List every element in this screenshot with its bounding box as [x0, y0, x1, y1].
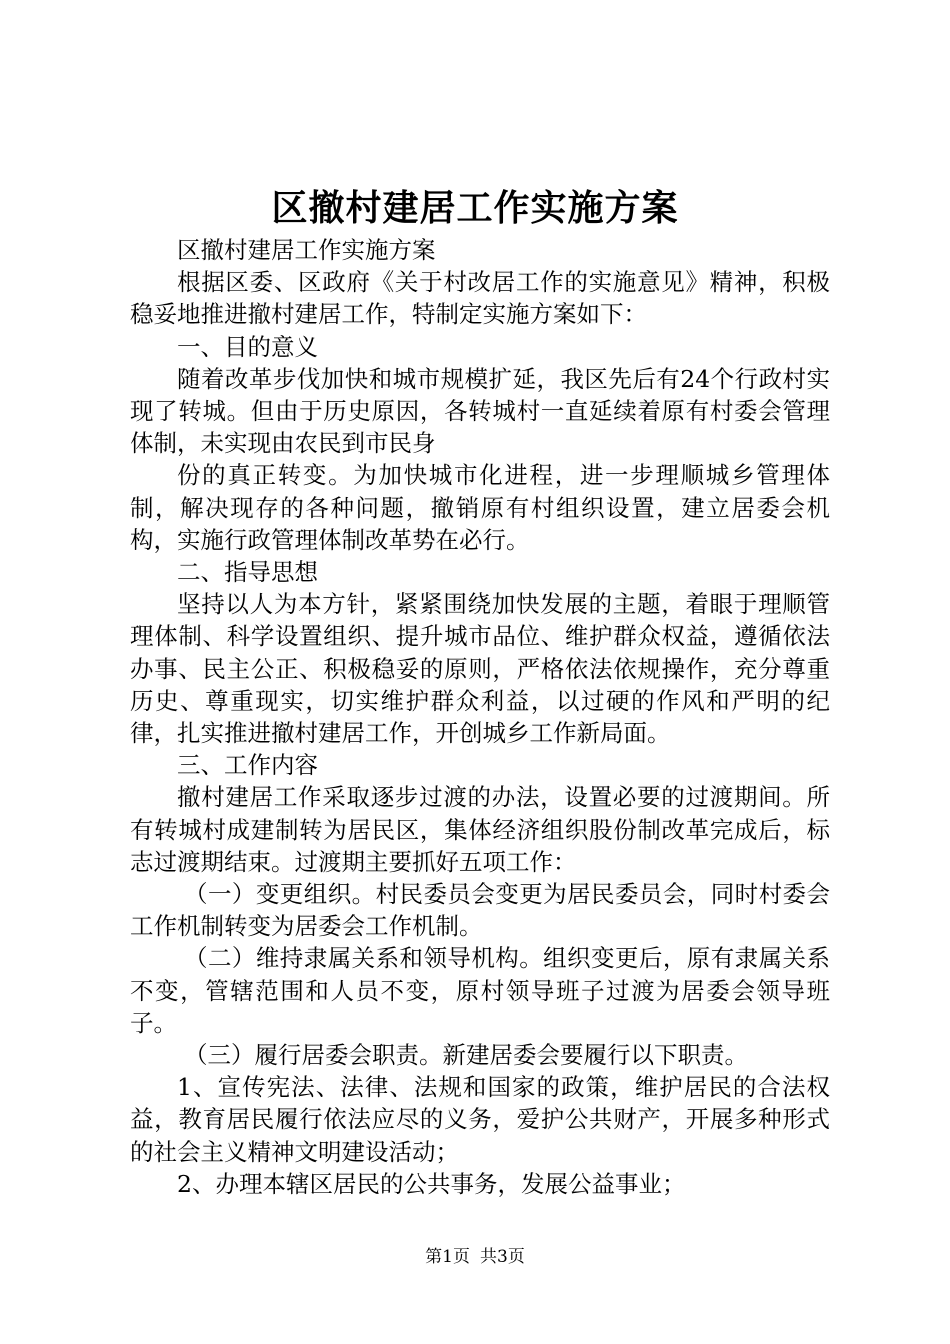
paragraph-guiding-ideology: 坚持以人为本方针，紧紧围绕加快发展的主题，着眼于理顺管理体制、科学设置组织、提升城市品位、维护群众权益，遵循依法办事、民主公正、积极稳妥的原则，严格依法依规操作，充分尊重历史、尊重现实，切实维护群众利益，以过硬的作风和严明的纪律，扎实推进撤村建居工作，开创城乡工作新局面。	[130, 590, 830, 748]
page-total: 共3页	[480, 1247, 525, 1267]
document-title: 区撤村建居工作实施方案	[271, 187, 679, 229]
paragraph-work-content: 撤村建居工作采取逐步过渡的办法，设置必要的过渡期间。所有转城村成建制转为居民区，集体经济组织股份制改革完成后，标志过渡期结束。过渡期主要抓好五项工作：	[130, 783, 830, 876]
paragraph-subtitle: 区撤村建居工作实施方案	[177, 236, 436, 264]
page-number: 第1页	[425, 1247, 470, 1267]
item-maintain-affiliation: （二）维持隶属关系和领导机构。组织变更后，原有隶属关系不变，管辖范围和人员不变，原村领导班子过渡为居委会领导班子。	[130, 944, 830, 1037]
paragraph-intro: 根据区委、区政府《关于村改居工作的实施意见》精神，积极稳妥地推进撤村建居工作，特制定实施方案如下：	[130, 268, 830, 329]
page-footer	[0, 1245, 950, 1269]
duty-item-2: 2、办理本辖区居民的公共事务，发展公益事业；	[177, 1169, 686, 1198]
section-heading-work-content: 三、工作内容	[177, 751, 318, 780]
section-heading-purpose: 一、目的意义	[177, 332, 318, 361]
section-heading-guiding-ideology: 二、指导思想	[177, 558, 318, 587]
paragraph-purpose-1: 随着改革步伐加快和城市规模扩延，我区先后有24个行政村实现了转城。但由于历史原因，各转城村一直延续着原有村委会管理体制，未实现由农民到市民身	[130, 364, 830, 458]
item-change-organization: （一）变更组织。村民委员会变更为居民委员会，同时村委会工作机制转变为居委会工作机制。	[130, 880, 830, 941]
duty-item-1: 1、宣传宪法、法律、法规和国家的政策，维护居民的合法权益，教育居民履行依法应尽的义务，爱护公共财产，开展多种形式的社会主义精神文明建设活动；	[130, 1073, 830, 1166]
item-perform-duties: （三）履行居委会职责。新建居委会要履行以下职责。	[184, 1041, 749, 1070]
paragraph-purpose-2: 份的真正转变。为加快城市化进程，进一步理顺城乡管理体制，解决现存的各种问题，撤销原有村组织设置，建立居委会机构，实施行政管理体制改革势在必行。	[130, 461, 830, 554]
document-body	[130, 234, 830, 1200]
